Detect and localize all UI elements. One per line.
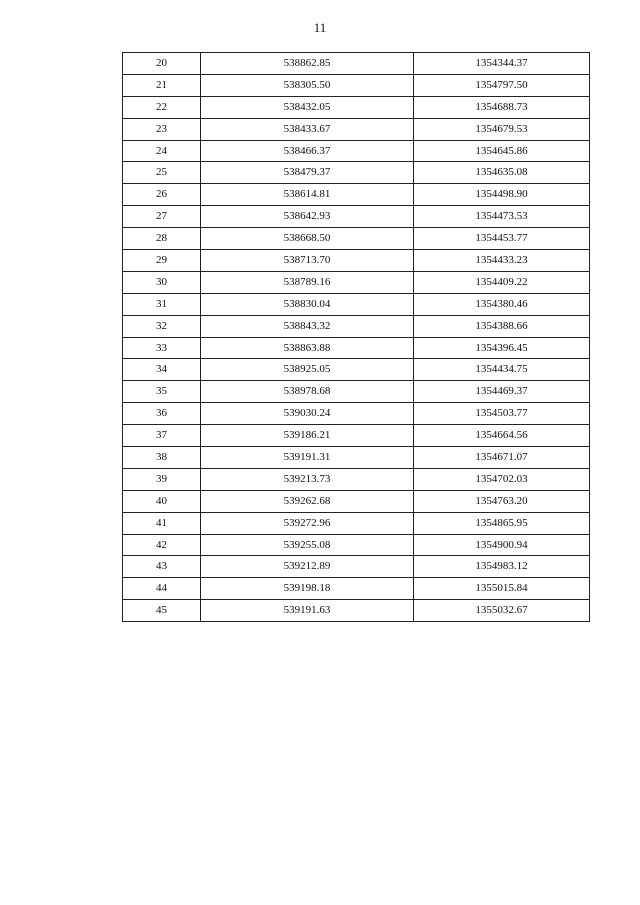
x-coordinate-cell: 539030.24 (201, 403, 414, 425)
table-row (123, 74, 590, 96)
y-coordinate-cell: 1354433.23 (414, 250, 590, 272)
table-row (123, 250, 590, 272)
table-row (123, 184, 590, 206)
y-coordinate-cell: 1354797.50 (414, 74, 590, 96)
table-row (123, 512, 590, 534)
point-number-cell: 40 (123, 490, 201, 512)
point-number-cell: 23 (123, 118, 201, 140)
table-row (123, 600, 590, 622)
table-row (123, 315, 590, 337)
table-row (123, 381, 590, 403)
x-coordinate-cell: 539191.63 (201, 600, 414, 622)
point-number-cell: 41 (123, 512, 201, 534)
table-row (123, 53, 590, 75)
coordinates-table (122, 52, 590, 622)
y-coordinate-cell: 1354763.20 (414, 490, 590, 512)
x-coordinate-cell: 539272.96 (201, 512, 414, 534)
y-coordinate-cell: 1354635.08 (414, 162, 590, 184)
point-number-cell: 28 (123, 228, 201, 250)
y-coordinate-cell: 1354434.75 (414, 359, 590, 381)
point-number-cell: 44 (123, 578, 201, 600)
point-number-cell: 25 (123, 162, 201, 184)
x-coordinate-cell: 539255.08 (201, 534, 414, 556)
point-number-cell: 42 (123, 534, 201, 556)
point-number-cell: 33 (123, 337, 201, 359)
y-coordinate-cell: 1354344.37 (414, 53, 590, 75)
x-coordinate-cell: 538668.50 (201, 228, 414, 250)
point-number-cell: 21 (123, 74, 201, 96)
point-number-cell: 24 (123, 140, 201, 162)
y-coordinate-cell: 1354409.22 (414, 271, 590, 293)
y-coordinate-cell: 1354498.90 (414, 184, 590, 206)
table-row (123, 293, 590, 315)
y-coordinate-cell: 1354664.56 (414, 425, 590, 447)
x-coordinate-cell: 539191.31 (201, 447, 414, 469)
table-row (123, 447, 590, 469)
y-coordinate-cell: 1354865.95 (414, 512, 590, 534)
x-coordinate-cell: 538843.32 (201, 315, 414, 337)
x-coordinate-cell: 538978.68 (201, 381, 414, 403)
point-number-cell: 37 (123, 425, 201, 447)
coordinates-table-body (123, 53, 590, 622)
x-coordinate-cell: 538432.05 (201, 96, 414, 118)
x-coordinate-cell: 539186.21 (201, 425, 414, 447)
point-number-cell: 36 (123, 403, 201, 425)
x-coordinate-cell: 539198.18 (201, 578, 414, 600)
x-coordinate-cell: 538614.81 (201, 184, 414, 206)
y-coordinate-cell: 1354900.94 (414, 534, 590, 556)
y-coordinate-cell: 1354473.53 (414, 206, 590, 228)
table-row (123, 359, 590, 381)
x-coordinate-cell: 539262.68 (201, 490, 414, 512)
y-coordinate-cell: 1354388.66 (414, 315, 590, 337)
point-number-cell: 31 (123, 293, 201, 315)
table-row (123, 140, 590, 162)
table-row (123, 337, 590, 359)
point-number-cell: 45 (123, 600, 201, 622)
x-coordinate-cell: 538863.88 (201, 337, 414, 359)
table-row (123, 118, 590, 140)
point-number-cell: 29 (123, 250, 201, 272)
y-coordinate-cell: 1354702.03 (414, 468, 590, 490)
table-row (123, 578, 590, 600)
point-number-cell: 39 (123, 468, 201, 490)
table-row (123, 425, 590, 447)
point-number-cell: 20 (123, 53, 201, 75)
x-coordinate-cell: 539213.73 (201, 468, 414, 490)
point-number-cell: 35 (123, 381, 201, 403)
point-number-cell: 26 (123, 184, 201, 206)
table-row (123, 556, 590, 578)
table-row (123, 490, 590, 512)
y-coordinate-cell: 1354503.77 (414, 403, 590, 425)
y-coordinate-cell: 1354396.45 (414, 337, 590, 359)
x-coordinate-cell: 539212.89 (201, 556, 414, 578)
point-number-cell: 32 (123, 315, 201, 337)
x-coordinate-cell: 538830.04 (201, 293, 414, 315)
y-coordinate-cell: 1355032.67 (414, 600, 590, 622)
point-number-cell: 38 (123, 447, 201, 469)
point-number-cell: 27 (123, 206, 201, 228)
point-number-cell: 43 (123, 556, 201, 578)
page-number: 11 (313, 20, 327, 35)
y-coordinate-cell: 1354453.77 (414, 228, 590, 250)
table-row (123, 162, 590, 184)
y-coordinate-cell: 1354380.46 (414, 293, 590, 315)
x-coordinate-cell: 538305.50 (201, 74, 414, 96)
y-coordinate-cell: 1354679.53 (414, 118, 590, 140)
table-row (123, 206, 590, 228)
y-coordinate-cell: 1354688.73 (414, 96, 590, 118)
point-number-cell: 30 (123, 271, 201, 293)
x-coordinate-cell: 538433.67 (201, 118, 414, 140)
table-row (123, 403, 590, 425)
table-row (123, 271, 590, 293)
x-coordinate-cell: 538466.37 (201, 140, 414, 162)
y-coordinate-cell: 1354469.37 (414, 381, 590, 403)
table-row (123, 534, 590, 556)
table-row (123, 96, 590, 118)
x-coordinate-cell: 538713.70 (201, 250, 414, 272)
x-coordinate-cell: 538925.05 (201, 359, 414, 381)
y-coordinate-cell: 1355015.84 (414, 578, 590, 600)
table-row (123, 468, 590, 490)
x-coordinate-cell: 538862.85 (201, 53, 414, 75)
table-row (123, 228, 590, 250)
point-number-cell: 22 (123, 96, 201, 118)
y-coordinate-cell: 1354671.07 (414, 447, 590, 469)
x-coordinate-cell: 538642.93 (201, 206, 414, 228)
y-coordinate-cell: 1354645.86 (414, 140, 590, 162)
x-coordinate-cell: 538479.37 (201, 162, 414, 184)
x-coordinate-cell: 538789.16 (201, 271, 414, 293)
point-number-cell: 34 (123, 359, 201, 381)
y-coordinate-cell: 1354983.12 (414, 556, 590, 578)
